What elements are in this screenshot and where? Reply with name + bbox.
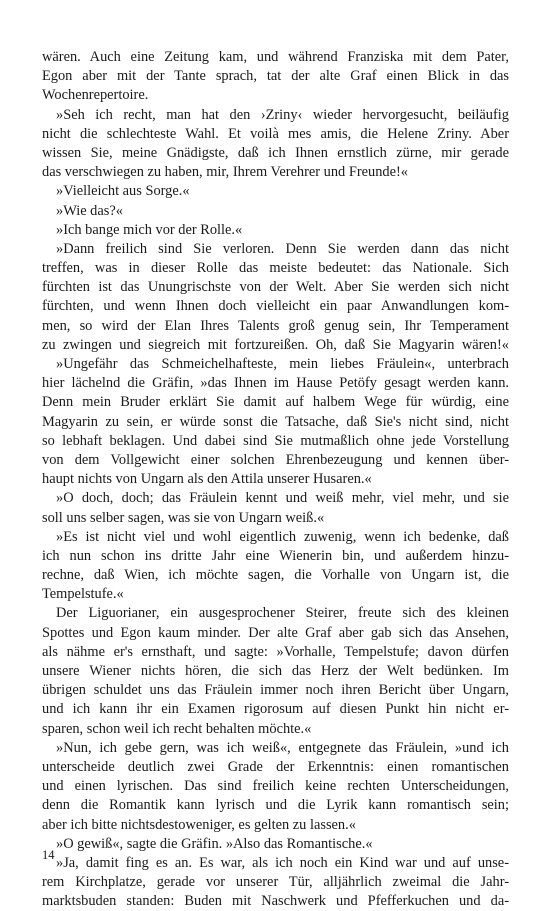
text-line: übrigen schuldet uns das Fräulein immer noch ihren Bericht über Ungarn,: [42, 682, 509, 699]
text-line: »Nun, ich gebe gern, was ich weiß«, entgegnete das Fräulein, »und ich: [56, 739, 509, 756]
text-line: so lebhaft beklagen. Und dabei sind Sie mutmaßlich ohne jede Vorstellung: [42, 432, 509, 449]
text-line: »O gewiß«, sagte die Gräfin. »Also das Romantische.«: [56, 835, 373, 852]
text-line: men, so wird der Elan Ihres Talents groß genug sein, Ihr Temperament: [42, 317, 509, 334]
text-line: treffen, was in dieser Rolle das meiste bedeutet: das Nationale. Sich: [42, 260, 509, 277]
page-number: 14: [42, 848, 55, 862]
text-line: »Dann freilich sind Sie verloren. Denn Sie werden dann das nicht: [56, 240, 509, 257]
text-line: ich nun schon ins dritte Jahr eine Wienerin bin, und außerdem hinzu-: [42, 547, 509, 564]
text-line: »Ja, damit fing es an. Es war, als ich noch ein Kind war und auf unse-: [56, 854, 509, 871]
text-line: denn die Romantik kann lyrisch und die Lyrik kann romantisch sein;: [42, 797, 509, 814]
text-line: »O doch, doch; das Fräulein kennt und weiß mehr, viel mehr, und sie: [56, 490, 509, 507]
text-line: unsere Wiener nichts hören, die sich das Herz der Welt bedünken. Im: [42, 663, 509, 679]
text-line: sparen, schon weil ich recht behalten möchte.«: [42, 720, 312, 737]
text-line: Tempelstufe.«: [42, 586, 124, 603]
text-line: soll uns selber sagen, was sie von Ungarn weiß.«: [42, 509, 325, 526]
text-line: Egon aber mit der Tante sprach, tat der alte Graf einen Blick in das: [42, 68, 509, 85]
text-line: von dem Vollgewicht einer solchen Ehrenbezeugung und kennen über-: [42, 451, 509, 468]
text-line: und einen lyrischen. Das sind freilich keine rechten Unterscheidungen,: [42, 778, 509, 795]
text-line: unterscheide deutlich zwei Grade der Erkenntnis: einen romantischen: [42, 758, 509, 775]
paragraph-lines: [42, 48, 509, 911]
text-line: rechne, daß Wien, ich möchte sagen, die Vorhalle von Ungarn ist, die: [42, 567, 509, 584]
book-page-text: [42, 48, 509, 911]
text-line: Wochenrepertoire.: [42, 87, 149, 104]
text-line: und ich kann ihr ein Examen rigorosum auf diesen Punkt hin nicht er-: [42, 701, 509, 718]
text-line: das verschwiegen zu haben, mir, Ihrem Verehrer und Freunde!«: [42, 164, 408, 181]
text-line: »Wie das?«: [56, 202, 123, 219]
text-line: aber ich bitte nichtsdestoweniger, es gelten zu lassen.«: [42, 816, 356, 833]
text-line: rem Kirchplatze, gerade vor unserer Tür, alljährlich zweimal die Jahr-: [42, 874, 509, 891]
text-line: nicht die schlechteste Wahl. Et voilà mes amis, die Helene Zriny. Aber: [42, 125, 509, 142]
text-line: Der Liguorianer, ein ausgesprochener Steirer, freute sich des kleinen: [56, 605, 509, 622]
text-line: Spottes und Egon kaum minder. Der alte Graf aber gab sich das Ansehen,: [42, 624, 509, 641]
text-line: »Seh ich recht, man hat den ›Zriny‹ wieder hervorgesucht, beiläufig: [56, 106, 509, 123]
text-line: haupt nichts von Ungarn als den Attila unserer Husaren.«: [42, 471, 372, 488]
text-line: Magyarin zu sein, er würde sonst die Tatsache, daß Sie's nicht sind, nicht: [42, 413, 509, 430]
text-line: als nähme er's ernsthaft, und sagte: »Vorhalle, Tempelstufe; davon dürfen: [42, 643, 509, 660]
text-line: »Es ist nicht viel und wohl eigentlich zuwenig, wenn ich bedenke, daß: [56, 528, 509, 545]
text-line: wären. Auch eine Zeitung kam, und während Franziska mit dem Pater,: [42, 49, 509, 65]
text-line: zu zwingen und siegreich mit fortzureißen. Oh, daß Sie Magyarin wären!«: [42, 336, 509, 353]
text-line: fürchten, und wenn Ihnen doch vielleicht ein paar Anwandlungen kom-: [42, 298, 509, 315]
text-line: wissen Sie, meine Gnädigste, daß ich Ihnen ernstlich zürne, mir gerade: [42, 144, 509, 161]
text-line: hier lächelnd die Gräfin, »das Ihnen im Hause Petöfy gesagt werden kann.: [42, 375, 509, 392]
text-line: »Ich bange mich vor der Rolle.«: [56, 221, 243, 238]
text-line: marktsbuden standen: Buden mit Naschwerk und Pfefferkuchen und da-: [42, 893, 509, 910]
text-line: »Vielleicht aus Sorge.«: [56, 183, 190, 200]
text-line: fürchten ist das Unungrischste von der Welt. Aber Sie werden sich nicht: [42, 279, 509, 296]
text-line: »Ungefähr das Schmeichelhafteste, mein liebes Fräulein«, unterbrach: [56, 356, 509, 372]
text-line: Denn mein Bruder erklärt Sie damit auf halbem Wege für würdig, eine: [42, 394, 509, 411]
